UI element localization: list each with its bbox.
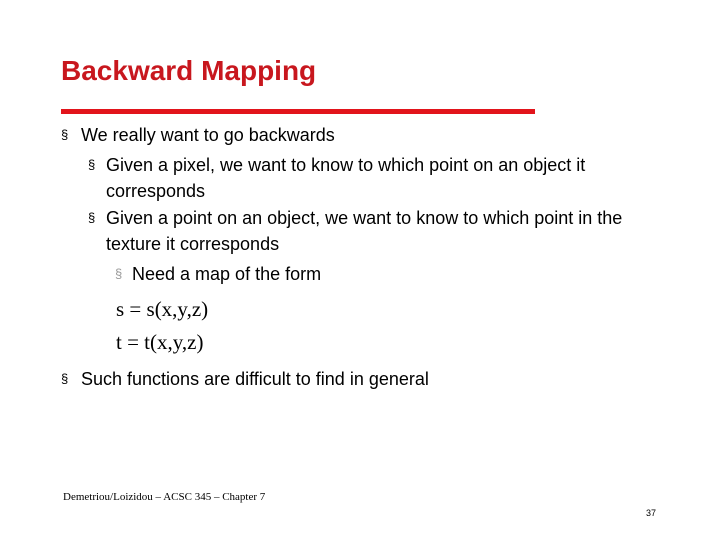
title-underline	[61, 109, 535, 114]
formula-t: t = t(x,y,z)	[116, 330, 204, 354]
slide-title: Backward Mapping	[61, 55, 317, 86]
bullet-text: Need a map of the form	[132, 264, 322, 284]
bullet-marker: §	[61, 371, 69, 386]
bullet-level1-backwards	[61, 122, 661, 148]
bullet-text: Given a point on an object, we want to know to which point in the texture it corresponds	[106, 208, 623, 254]
bullet-level3-map	[115, 261, 615, 287]
bullet-text: Given a pixel, we want to know to which point on an object it corresponds	[106, 155, 586, 201]
formula-s: s = s(x,y,z)	[116, 297, 209, 321]
bullet-marker: §	[61, 127, 69, 142]
bullet-level2-point	[88, 205, 668, 257]
page-number: 37	[646, 508, 657, 518]
bullet-text: Such functions are difficult to find in general	[81, 369, 429, 389]
bullet-text: We really want to go backwards	[81, 125, 335, 145]
bullet-level2-pixel	[88, 152, 668, 204]
bullet-marker: §	[88, 210, 96, 225]
bullet-level1-functions	[61, 366, 661, 392]
bullet-marker: §	[115, 266, 123, 281]
slide-footer: Demetriou/Loizidou – ACSC 345 – Chapter 7	[63, 491, 266, 503]
bullet-marker: §	[88, 157, 96, 172]
